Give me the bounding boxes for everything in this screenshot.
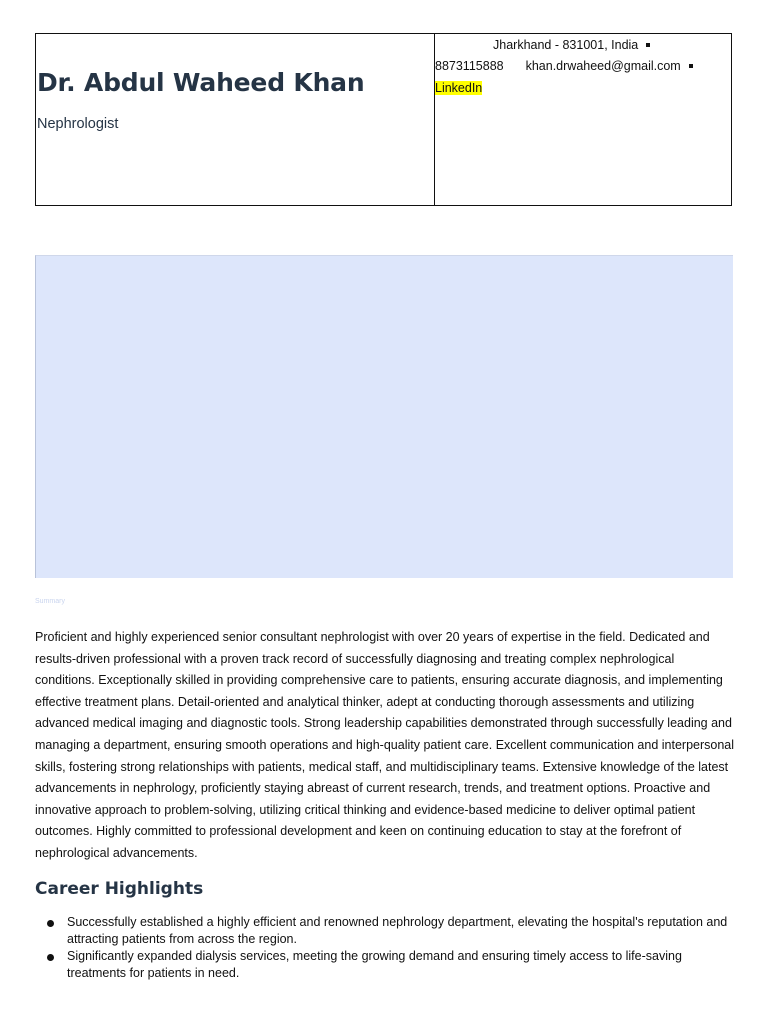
doctor-name: Dr. Abdul Waheed Khan: [37, 68, 365, 97]
summary-faint-label: Summary: [35, 598, 65, 605]
photo-placeholder: [35, 255, 733, 578]
list-item-text: Significantly expanded dialysis services, meeting the growing demand and ensuring timely access to life-saving treatments for patients in need.: [67, 949, 682, 980]
header-name-cell: [36, 34, 435, 205]
separator-square-icon: [646, 43, 650, 47]
bullet-dot-icon: [47, 920, 54, 927]
job-title: Nephrologist: [37, 116, 119, 132]
contact-linkedin-line: [435, 81, 482, 95]
summary-paragraph: Proficient and highly experienced senior consultant nephrologist with over 20 years of expertise in the field. Dedicated and results-driven professional with a proven track record of successfully diagnosing and treating complex nephrological conditions. Exceptionally skilled in providing comprehensive care to patients, ensuring accurate diagnosis, and implementing effective treatment plans. Detail-oriented and analytical thinker, adept at conducting thorough assessments and utilizing advanced medical imaging and diagnostic tools. Strong leadership capabilities demonstrated through successfully leading and managing a department, ensuring smooth operations and high-quality patient care. Excellent communication and interpersonal skills, fostering strong relationships with patients, medical staff, and multidisciplinary teams. Extensive knowledge of the latest advancements in nephrology, proficiently staying abreast of current research, trends, and treatment options. Proactive and innovative approach to problem-solving, utilizing critical thinking and evidence-based medicine to deliver optimal patient outcomes. Highly committed to professional development and keen on continuing education to stay at the forefront of nephrological advancements.: [35, 630, 735, 860]
separator-square-icon: [689, 64, 693, 68]
career-highlights-heading: Career Highlights: [35, 879, 204, 899]
career-highlights-list: [35, 914, 735, 982]
location-text: Jharkhand - 831001, India: [493, 38, 639, 52]
contact-location-line: [493, 38, 650, 52]
list-item: [35, 948, 735, 982]
contact-phone-email-line: [435, 59, 693, 73]
header-contact-cell: [435, 34, 731, 205]
email-text[interactable]: khan.drwaheed@gmail.com: [525, 59, 681, 73]
bullet-dot-icon: [47, 954, 54, 961]
list-item-text: Successfully established a highly efficient and renowned nephrology department, elevating the hospital's reputation and attracting patients from across the region.: [67, 915, 728, 946]
header-table: [35, 33, 732, 206]
linkedin-link[interactable]: LinkedIn: [435, 81, 483, 95]
phone-text: 8873115888: [435, 59, 504, 73]
list-item: [35, 914, 735, 948]
